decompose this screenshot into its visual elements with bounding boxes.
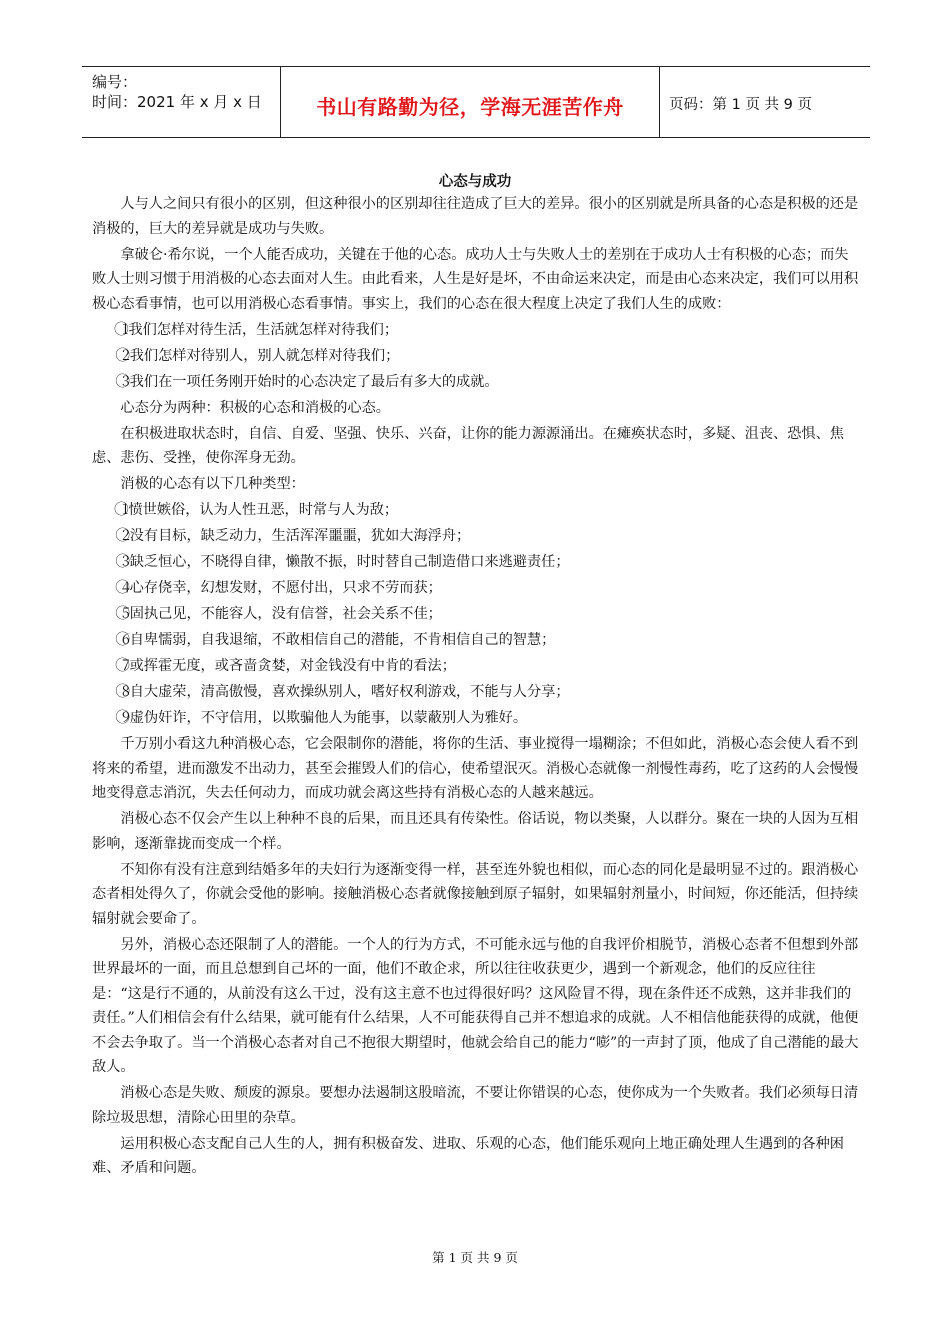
motto-text: 书山有路勤为径，学海无涯苦作舟 — [316, 95, 624, 119]
list-item: 1⃝愤世嫉俗，认为人性丑恶，时常与人为敌； — [121, 502, 399, 518]
paragraph: 人与人之间只有很小的区别，但这种很小的区别却往往造成了巨大的差异。很小的区别就是所具备的心态是积极的还是消极的，巨大的差异就是成功与失败。 — [92, 196, 859, 237]
paragraph: 另外，消极心态还限制了人的潜能。一个人的行为方式，不可能永远与他的自我评价相脱节，消极心态者不但想到外部世界最坏的一面，而且总想到自己坏的一面，他们不敢企求，所以往往收获更少，遇到一个新观念，他们的反应往往是：“这是行不通的，从前没有这么干过，没有这主意不也过得很好吗？这风险冒不得，现在条件还不成熟，这并非我们的责任。”人们相信会有什么结果，就可能有什么结果，人不可能获得自己并不想追求的成就。人不相信他能获得的成就，他便不会去争取了。当一个消极心态者对自己不抱很大期望时，他就会给自己的能力“嘭”的一声封了顶，他成了自己潜能的最大敌人。 — [92, 936, 859, 1075]
list-item: 4⃝心存侥幸，幻想发财，不愿付出，只求不劳而获； — [121, 580, 442, 596]
list-item: 1⃝我们怎样对待生活，生活就怎样对待我们； — [121, 321, 399, 338]
list-item: 5⃝固执己见，不能容人，没有信誉，社会关系不佳； — [121, 606, 442, 622]
paragraph: 心态分为两种：积极的心态和消极的心态。 — [120, 399, 390, 416]
paragraph: 在积极进取状态时，自信、自爱、坚强、快乐、兴奋，让你的能力源源涌出。在瘫痪状态时，多疑、沮丧、恐惧、焦虑、悲伤、受挫，使你浑身无劲。 — [92, 425, 844, 466]
document-number-label: 编号： — [92, 73, 138, 91]
list-item: 8⃝自大虚荣，清高傲慢，喜欢操纵别人，嗜好权利游戏，不能与人分享； — [121, 684, 570, 700]
list-item: 3⃝我们在一项任务刚开始时的心态决定了最后有多大的成就。 — [121, 373, 499, 390]
article-title: 心态与成功 — [438, 173, 512, 190]
paragraph: 消极心态是失败、颓废的源泉。要想办法遏制这股暗流，不要让你错误的心态，使你成为一个失败者。我们必须每日清除垃圾思想，清除心田里的杂草。 — [92, 1085, 859, 1126]
list-item: 9⃝虚伪奸诈，不守信用，以欺骗他人为能事，以蒙蔽别人为雅好。 — [121, 710, 528, 726]
article-body — [92, 192, 862, 1182]
list-item: 2⃝我们怎样对待别人，别人就怎样对待我们； — [121, 347, 400, 364]
header-left-cell — [82, 67, 280, 137]
paragraph: 消极心态不仅会产生以上种种不良的后果，而且还具有传染性。俗话说，物以类聚，人以群分。聚在一块的人因为互相影响，逐渐靠拢而变成一个样。 — [92, 811, 859, 852]
list-item: 3⃝缺乏恒心，不晓得自律，懒散不振，时时替自己制造借口来逃避责任； — [121, 554, 570, 570]
paragraph: 运用积极心态支配自己人生的人，拥有积极奋发、进取、乐观的心态，他们能乐观向上地正确处理人生遇到的各种困难、矛盾和问题。 — [92, 1135, 844, 1176]
header-right-cell — [659, 67, 870, 137]
list-item: 6⃝自卑懦弱，自我退缩，不敢相信自己的潜能，不肯相信自己的智慧； — [121, 632, 556, 648]
paragraph: 消极的心态有以下几种类型： — [120, 476, 305, 492]
header-motto-cell — [280, 67, 660, 137]
paragraph: 不知你有没有注意到结婚多年的夫妇行为逐渐变得一样，甚至连外貌也相似，而心态的同化是最明显不过的。跟消极心态者相处得久了，你就会受他的影响。接触消极心态者就像接触到原子辐射，如果辐射剂量小，时间短，你还能活，但持续辐射就会要命了。 — [92, 861, 859, 927]
paragraph: 拿破仑·希尔说，一个人能否成功，关键在于他的心态。成功人士与失败人士的差别在于成功人士有积极的心态；而失败人士则习惯于用消极的心态去面对人生。由此看来，人生是好是坏，不由命运来决定，而是由心态来决定，我们可以用积极心态看事情，也可以用消极心态看事情。事实上，我们的心态在很大程度上决定了我们人生的成败： — [92, 246, 859, 312]
page-number-label: 页码：第 1 页 共 9 页 — [669, 97, 812, 113]
paragraph: 千万别小看这九种消极心态，它会限制你的潜能，将你的生活、事业搅得一塌糊涂；不但如此，消极心态会使人看不到将来的希望，进而激发不出动力，甚至会摧毁人们的信心，使希望泯灭。消极心态就像一剂慢性毒药，吃了这药的人会慢慢地变得意志消沉，失去任何动力，而成功就会离这些持有消极心态的人越来越远。 — [92, 736, 859, 801]
list-item: 7⃝或挥霍无度，或吝啬贪婪，对金钱没有中肯的看法； — [121, 658, 456, 674]
date-label: 时间：2021 年 x 月 x 日 — [92, 93, 262, 111]
header-table — [82, 66, 870, 138]
list-item: 2⃝没有目标，缺乏动力，生活浑浑噩噩，犹如大海浮舟； — [121, 528, 471, 544]
page-footer: 第 1 页 共 9 页 — [432, 1250, 518, 1265]
